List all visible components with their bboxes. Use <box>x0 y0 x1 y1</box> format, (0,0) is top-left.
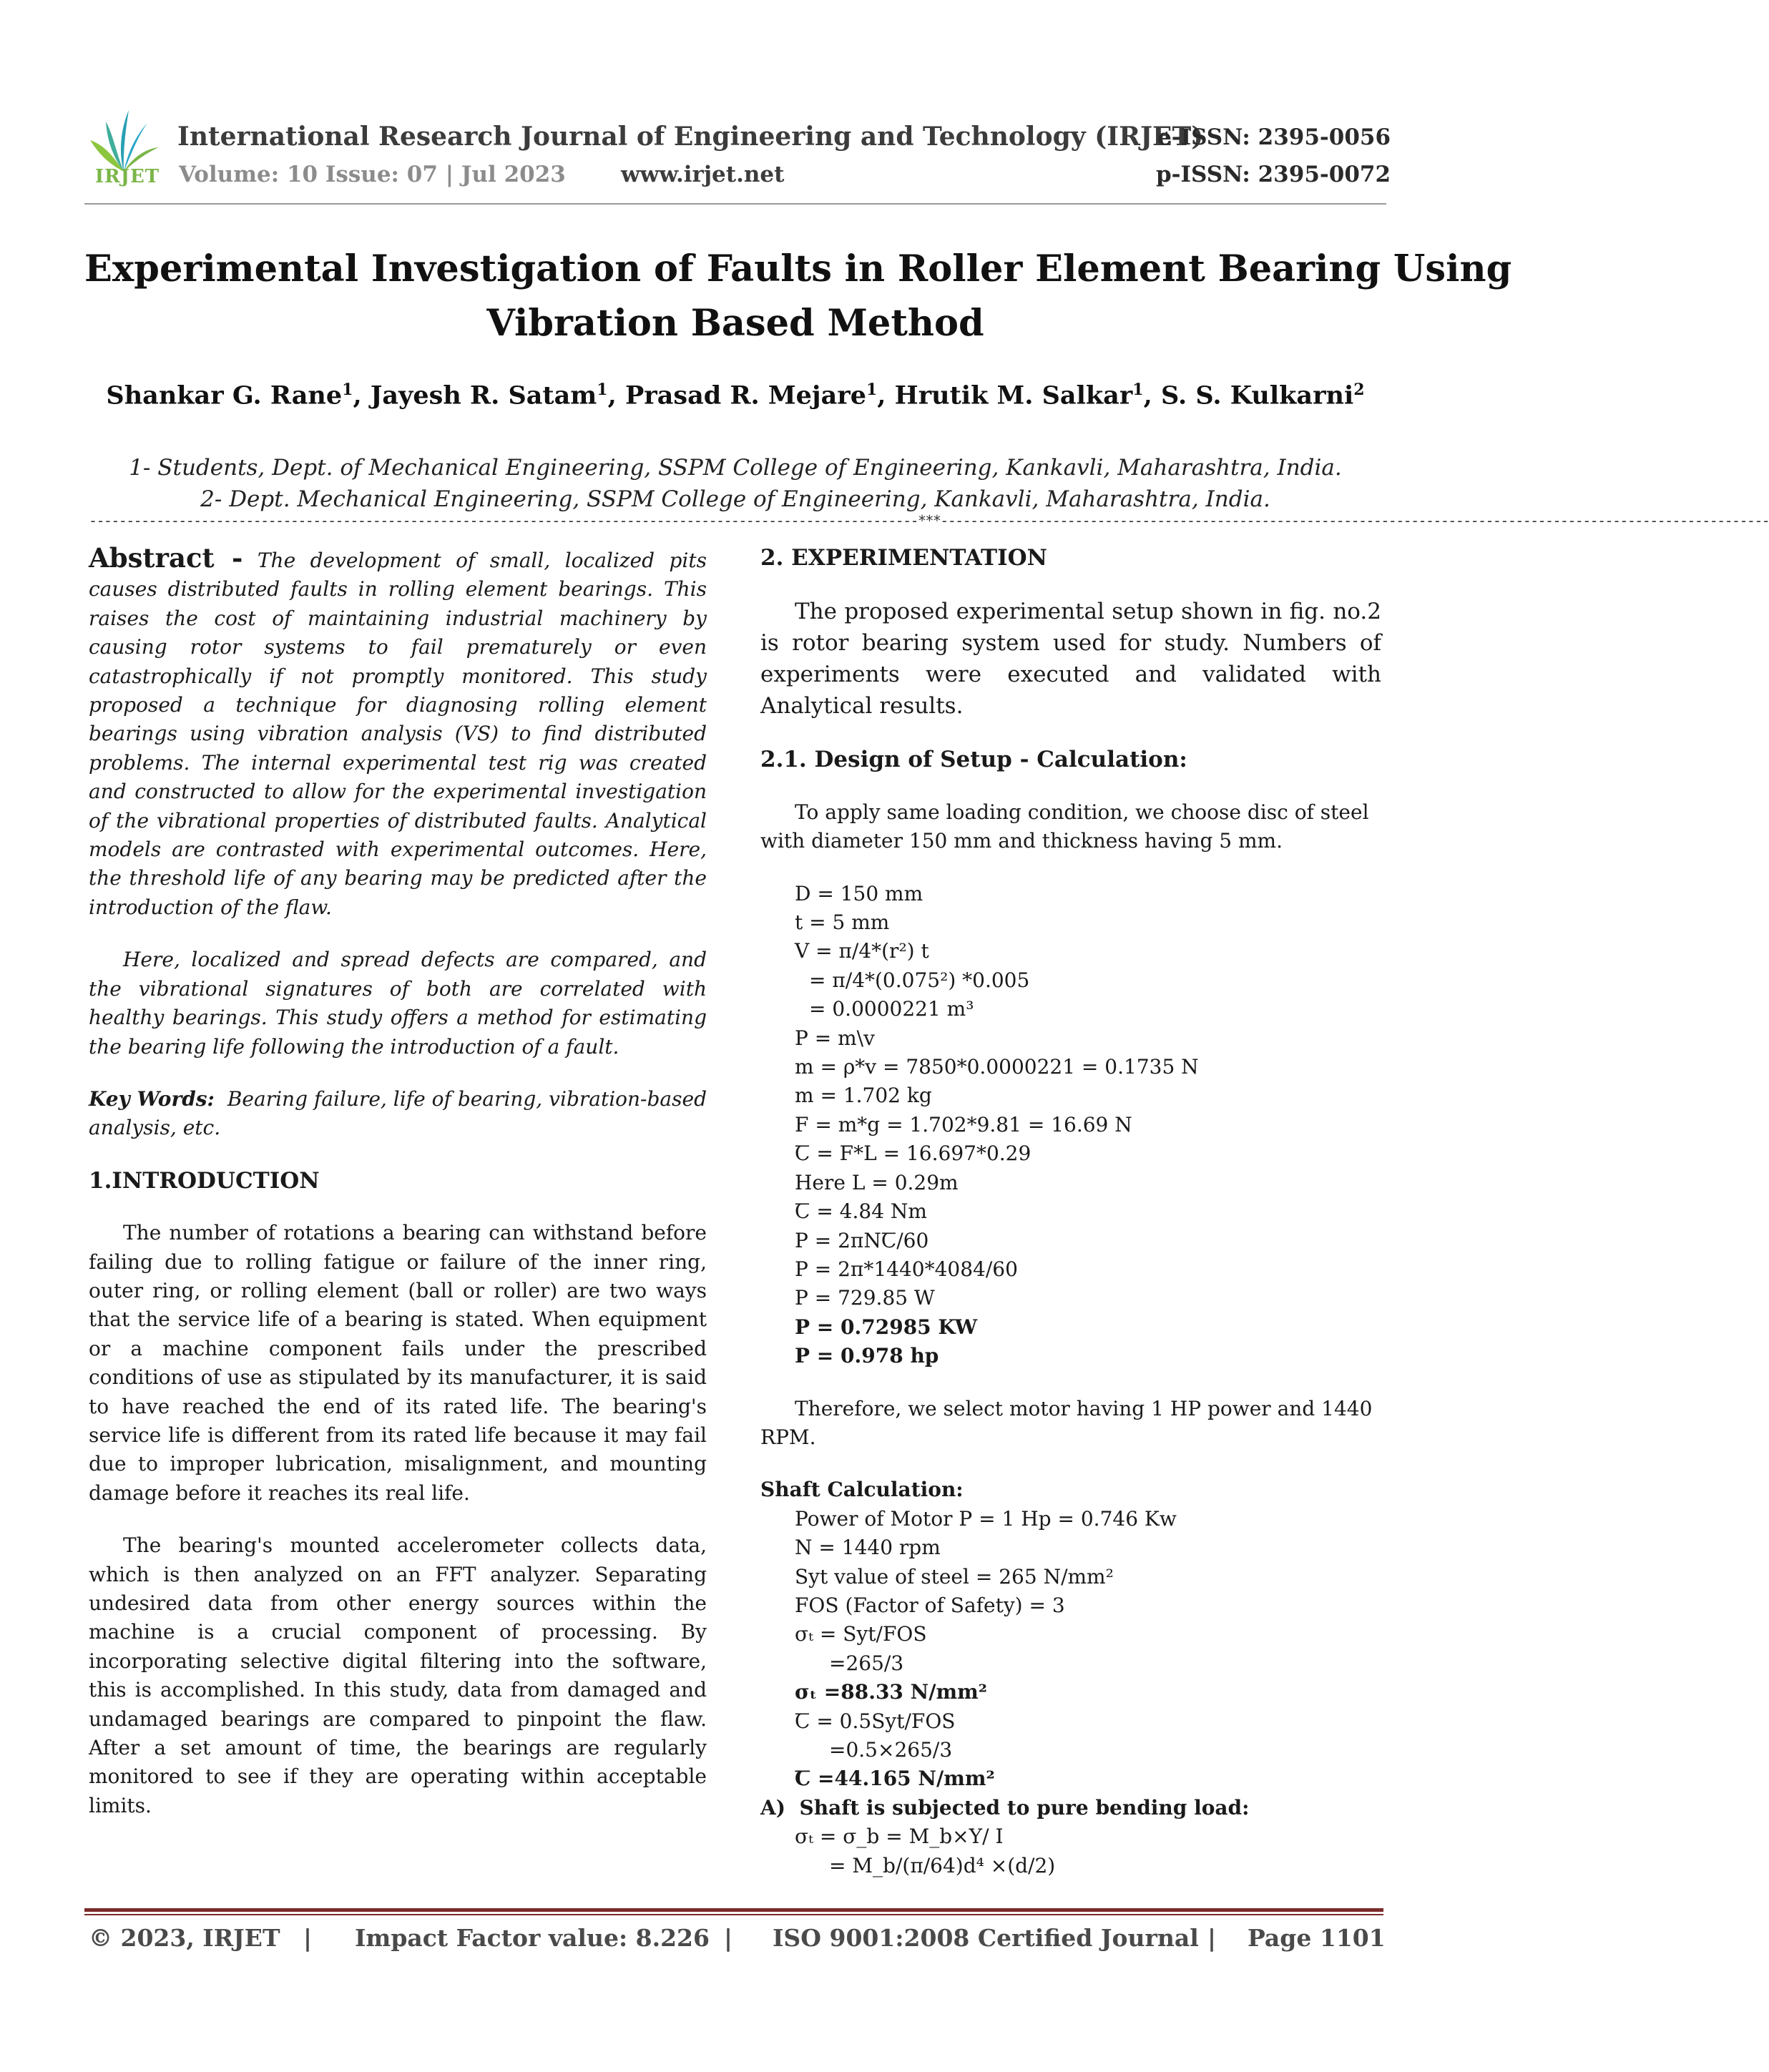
calc-line: V = π/4*(r²) t <box>795 939 929 963</box>
calc-line: t = 5 mm <box>795 910 890 935</box>
design-paragraph: To apply same loading condition, we choose disc of steel with diameter 150 mm and thickness having 5 mm. <box>760 800 1369 853</box>
author-affiliation-mark: 1 <box>866 380 878 399</box>
shaft-heading: Shaft Calculation: <box>760 1478 964 1502</box>
page-footer <box>89 1924 1386 1960</box>
title-line-1: Experimental Investigation of Faults in Roller Element Bearing Using <box>84 247 1512 290</box>
experimentation-paragraph: The proposed experimental setup shown in fig. no.2 is rotor bearing system used for study. Numbers of experiments were executed and validated with Analytical results. <box>760 599 1381 720</box>
calc-line: m = 1.702 kg <box>795 1084 932 1108</box>
logo-wordmark: IRJET <box>94 166 160 187</box>
affiliation-1: 1- Students, Dept. of Mechanical Engineering, SSPM College of Engineering, Kankavli, Maharashtra, India. <box>129 455 1342 481</box>
footer-separator: | <box>724 1924 733 1952</box>
calc-line: = 0.0000221 m³ <box>809 997 974 1021</box>
calc-result-hp: P = 0.978 hp <box>795 1344 939 1368</box>
keywords-text: Bearing failure, life of bearing, vibration-based analysis, etc. <box>89 1086 707 1140</box>
journal-name: International Research Journal of Engineering and Technology (IRJET) <box>177 122 1204 152</box>
author-name: Hrutik M. Salkar <box>894 380 1133 411</box>
calc-line: Ꞇ = 4.84 Nm <box>795 1199 927 1224</box>
design-heading: 2.1. Design of Setup - Calculation: <box>760 747 1187 773</box>
abstract-label: Abstract - <box>89 542 243 574</box>
bending-line: σₜ = σ_b = M_b×Y/ I <box>795 1825 1004 1849</box>
author-affiliation-mark: 1 <box>597 380 608 399</box>
calc-line: = π/4*(0.075²) *0.005 <box>809 968 1030 992</box>
experimentation-heading: 2. EXPERIMENTATION <box>760 545 1047 571</box>
calc-line: P = 729.85 W <box>795 1286 935 1310</box>
shaft-result-shear: Ꞇ =44.165 N/mm² <box>795 1767 995 1791</box>
introduction-paragraph-2: The bearing's mounted accelerometer collects data, which is then analyzed on an FFT analyzer. Separating undesired data from other energy sources within the machine is a crucial component of processing. By incorporating selective digital filtering into the software, this is accomplished. In this study, data from damaged and undamaged bearings are compared to pinpoint the flaw. After a set amount of time, the bearings are regularly monitored to see if they are operating within acceptable limits. <box>89 1533 707 1817</box>
abstract-paragraph-2: Here, localized and spread defects are compared, and the vibrational signatures of both are correlated with healthy bearings. This study offers a method for estimating the bearing life following the introduction of a fault. <box>89 948 707 1059</box>
footer-impact-factor: Impact Factor value: 8.226 <box>355 1924 710 1952</box>
calc-line: Ꞇ = F*L = 16.697*0.29 <box>795 1141 1031 1166</box>
case-a-text: Shaft is subjected to pure bending load: <box>799 1795 1250 1820</box>
disc-calculation <box>760 880 1381 1371</box>
logo-leaf-icon <box>90 110 159 172</box>
shaft-result-stress: σₜ =88.33 N/mm² <box>795 1680 987 1704</box>
separator-dashes-right: --------------------------------------------------------------------------------------------------------------- <box>940 512 1769 529</box>
footer-page-number: Page 1101 <box>1248 1924 1386 1952</box>
introduction-paragraph-1: The number of rotations a bearing can withstand before failing due to rolling fatigue or failure of the inner ring, outer ring, or rolling element (ball or roller) are two ways that the service life of a bearing is stated. When equipment or a machine component fails under the prescribed conditions of use as stipulated by its manufacturer, it is said to have reached the end of its rated life. The bearing's service life is different from its rated life because it may fail due to improper lubrication, misalignment, and mounting damage before it reaches its real life. <box>89 1221 707 1505</box>
shaft-line: FOS (Factor of Safety) = 3 <box>795 1593 1065 1617</box>
pissn: p-ISSN: 2395-0072 <box>1156 162 1391 187</box>
author-affiliation-mark: 1 <box>1132 380 1144 399</box>
author-affiliation-mark: 2 <box>1353 380 1365 399</box>
shaft-line: Ꞇ = 0.5Syt/FOS <box>795 1709 956 1733</box>
author-name: S. S. Kulkarni <box>1160 380 1354 411</box>
footer-divider-thin <box>84 1914 1383 1915</box>
calc-line: D = 150 mm <box>795 881 923 905</box>
header-divider <box>84 203 1386 205</box>
footer-divider <box>84 1908 1383 1912</box>
affiliation-2: 2- Dept. Mechanical Engineering, SSPM College of Engineering, Kankavli, Maharashtra, India. <box>200 486 1270 512</box>
footer-separator: | <box>1207 1924 1217 1952</box>
author-list: Shankar G. Rane$^1$, Jayesh R. Satam$^1$, Prasad R. Mejare$^1$, Hrutik M. Salkar$^1$, S. S. Kulkarni$^2$ <box>106 380 1365 411</box>
eissn: e-ISSN: 2395-0056 <box>1157 124 1391 150</box>
calc-line: F = m*g = 1.702*9.81 = 16.69 N <box>795 1112 1132 1136</box>
left-column <box>89 544 707 1820</box>
footer-separator: | <box>303 1924 313 1952</box>
case-a-label: A) <box>760 1795 785 1820</box>
paper-title <box>84 242 1512 350</box>
calc-line: P = 2πNꞆ/60 <box>795 1228 929 1252</box>
keywords <box>89 1085 707 1143</box>
title-line-2: Vibration Based Method <box>486 302 984 345</box>
shaft-line: σₜ = Syt/FOS <box>795 1622 927 1646</box>
calc-result-kw: P = 0.72985 KW <box>795 1315 978 1339</box>
author-affiliation-mark: 1 <box>342 380 353 399</box>
calc-line: Here L = 0.29m <box>795 1170 959 1194</box>
calc-line: P = m\v <box>795 1026 875 1050</box>
shaft-line: Power of Motor P = 1 Hp = 0.746 Kw <box>795 1506 1177 1531</box>
abstract-paragraph-1 <box>89 544 707 922</box>
affiliations <box>84 452 1386 515</box>
case-a-heading <box>760 1794 1381 1822</box>
author-name: Shankar G. Rane <box>106 380 343 411</box>
footer-iso: ISO 9001:2008 Certified Journal <box>773 1924 1199 1952</box>
separator-mark: *** <box>917 512 941 529</box>
keywords-label: Key Words: <box>89 1086 215 1111</box>
abstract-text: The development of small, localized pits causes distributed faults in rolling element bearings. This raises the cost of maintaining industrial machinery by causing rotor systems to fail prematurely or even catastrophically if not promptly monitored. This study proposed a technique for diagnosing rolling element bearings using vibration analysis (VS) to find distributed problems. The internal experimental test rig was created and constructed to allow for the experimental investigation of the vibrational properties of distributed faults. Analytical models are contrasted with experimental outcomes. Here, the threshold life of any bearing may be predicted after the introduction of the flaw. <box>89 549 707 919</box>
website-link[interactable]: www.irjet.net <box>621 162 785 187</box>
calc-line: P = 2π*1440*4084/60 <box>795 1257 1018 1281</box>
footer-copyright: © 2023, IRJET <box>89 1924 280 1952</box>
shaft-line: N = 1440 rpm <box>795 1536 941 1560</box>
bending-line: = M_b/(π/64)d⁴ ×(d/2) <box>829 1853 1056 1877</box>
calc-line: m = ρ*v = 7850*0.0000221 = 0.1735 N <box>795 1055 1199 1079</box>
right-column <box>760 544 1381 1880</box>
section-separator <box>89 512 1769 541</box>
shaft-line: Syt value of steel = 265 N/mm² <box>795 1564 1114 1589</box>
separator-dashes-left: --------------------------------------------------------------------------------------------------------------- <box>89 512 918 529</box>
author-name: Prasad R. Mejare <box>624 380 866 411</box>
shaft-calculation <box>760 1505 1381 1794</box>
shaft-line: =0.5×265/3 <box>829 1738 953 1762</box>
introduction-heading: 1.INTRODUCTION <box>89 1167 320 1194</box>
motor-selection-paragraph: Therefore, we select motor having 1 HP power and 1440 RPM. <box>760 1396 1373 1449</box>
author-name: Jayesh R. Satam <box>370 380 597 411</box>
bending-calculation <box>760 1822 1381 1880</box>
shaft-line: =265/3 <box>829 1651 904 1675</box>
volume-issue: Volume: 10 Issue: 07 | Jul 2023 <box>179 162 566 187</box>
